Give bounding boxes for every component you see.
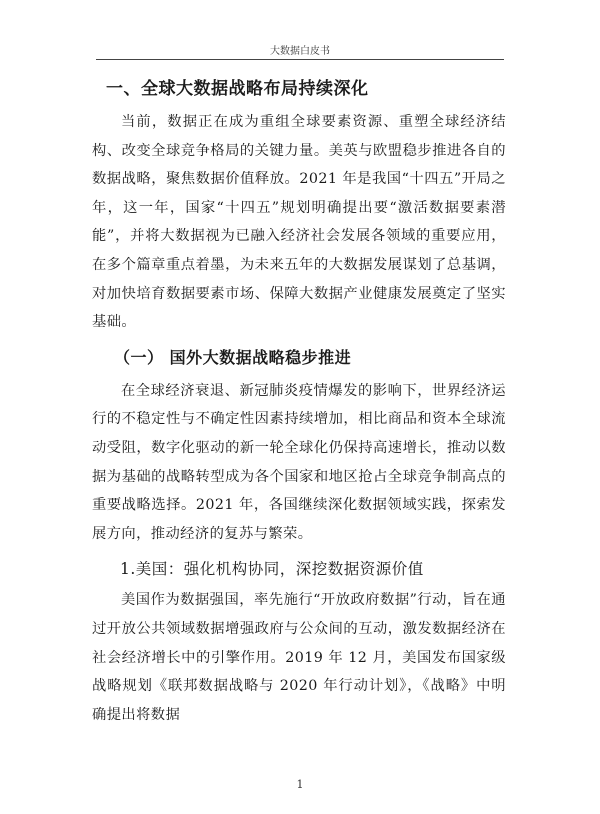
paragraph-usa: 美国作为数据强国，率先施行“开放政府数据”行动，旨在通过开放公共领域数据增强政府与公众间的互动，激发数据经济在社会经济增长中的引擎作用。2019 年 12 月，美国发布国家级战略规划《联邦数据战略与 2020 年行动计划》，《战略》中明确提出将数据 (92, 592, 506, 723)
paragraph-global-context: 在全球经济衰退、新冠肺炎疫情爆发的影响下，世界经济运行的不稳定性与不确定性因素持续增加，相比商品和资本全球流动受阻，数字化驱动的新一轮全球化仍保持高速增长，推动以数据为基础的战略转型成为各个国家和地区抢占全球竞争制高点的重要战略选择。2021 年，各国继续深化数据领域实践，探索发展方向，推动经济的复苏与繁荣。 (92, 382, 506, 542)
page-body (92, 74, 506, 735)
running-header: 大数据白皮书 (270, 46, 330, 57)
subsection-heading: （一） 国外大数据战略稳步推进 (114, 347, 352, 367)
header-rule (96, 59, 504, 60)
subsubsection-heading-usa: 1.美国：强化机构协同，深挖数据资源价值 (120, 560, 424, 579)
paragraph-intro: 当前，数据正在成为重组全球要素资源、重塑全球经济结构、改变全球竞争格局的关键力量。美英与欧盟稳步推进各自的数据战略，聚焦数据价值释放。2021 年是我国“十四五”开局之年，这一年，国家“十四五”规划明确提出要“激活数据要素潜能”，并将大数据视为已融入经济社会发展各领域的重要应用，在多个篇章重点着墨，为未来五年的大数据发展谋划了总基调，对加快培育数据要素市场、保障大数据产业健康发展奠定了坚实基础。 (92, 114, 506, 331)
section-heading-1: 一、全球大数据战略布局持续深化 (106, 79, 369, 99)
page-number: 1 (296, 778, 304, 791)
